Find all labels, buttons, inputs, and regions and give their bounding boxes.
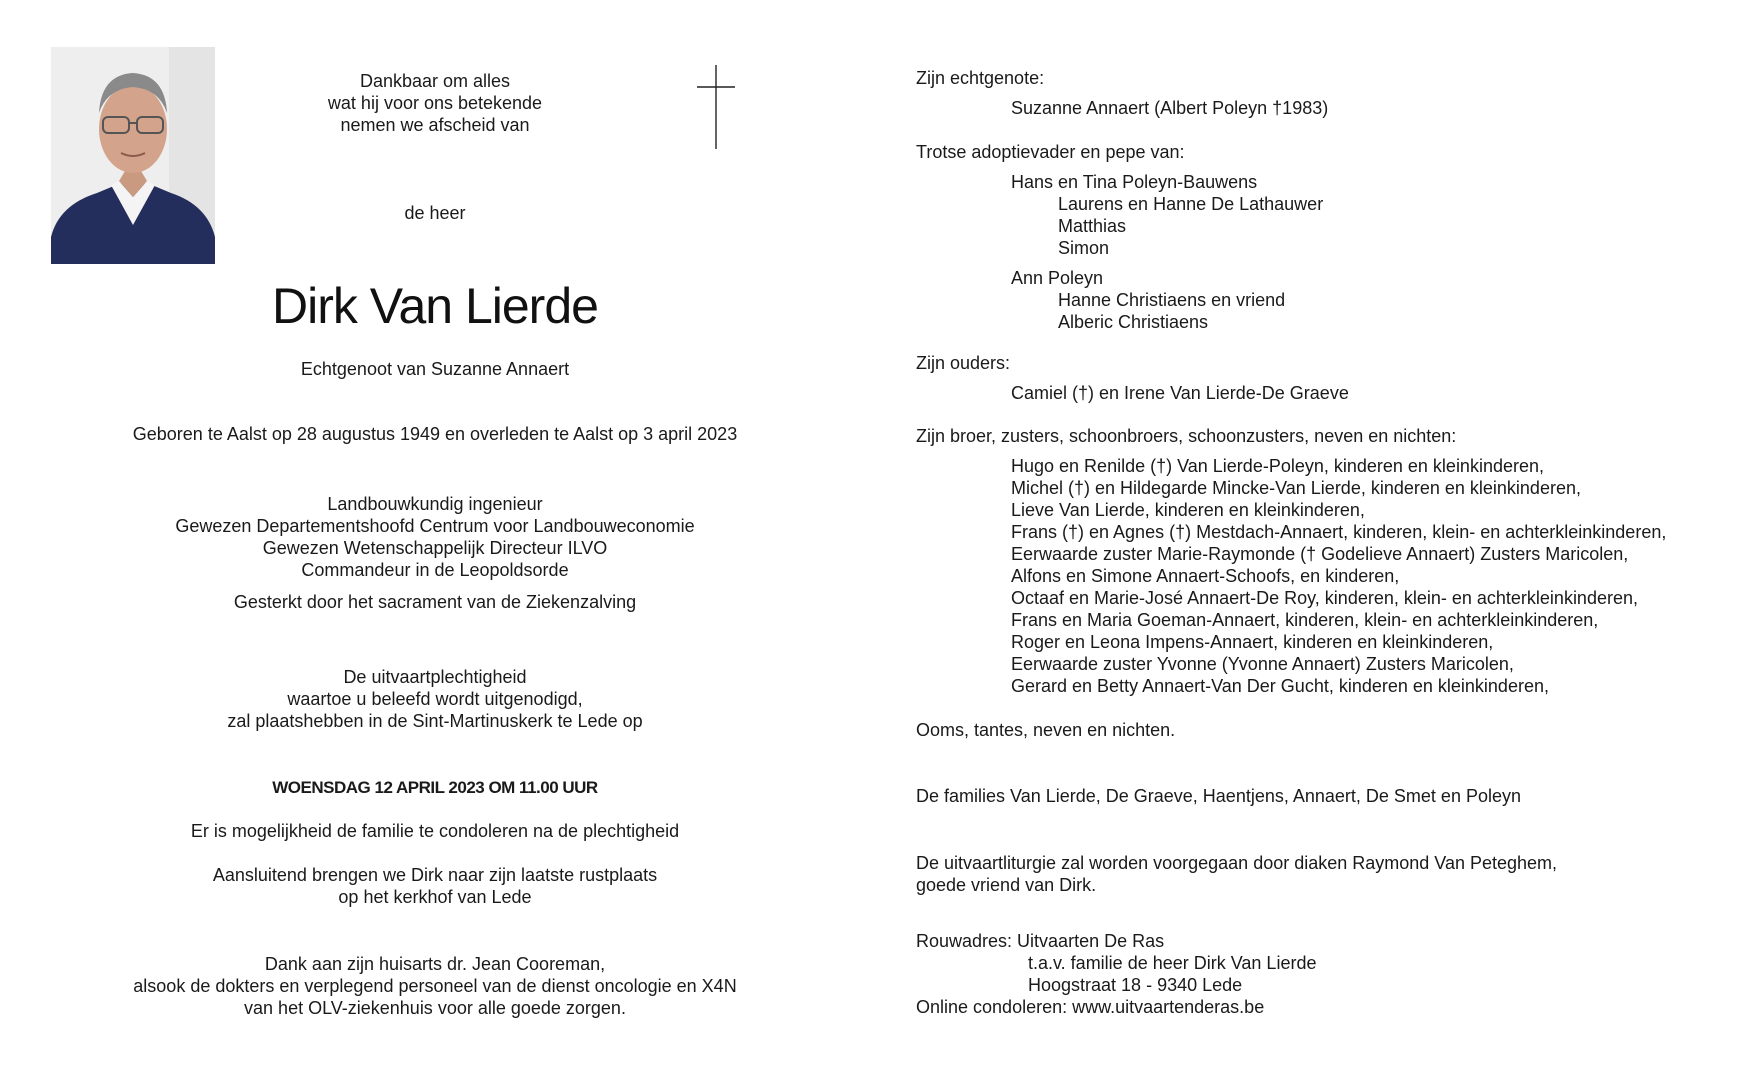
others-line: Ooms, tantes, neven en nichten.	[916, 720, 1176, 740]
sibling-line: Eerwaarde zuster Yvonne (Yvonne Annaert) Zusters Maricolen,	[1011, 654, 1514, 674]
address-heading: Rouwadres: Uitvaarten De Ras	[916, 931, 1165, 951]
intro-line: nemen we afscheid van	[340, 115, 530, 135]
adopt-heading: Trotse adoptievader en pepe van:	[916, 142, 1185, 162]
title-line: Gewezen Wetenschappelijk Directeur ILVO	[262, 538, 608, 558]
ceremony-line: zal plaatshebben in de Sint-Martinuskerk te Lede op	[227, 711, 643, 731]
adopt-family-1-children	[1058, 193, 1323, 259]
grandchild-line: Laurens en Hanne De Lathauwer	[1058, 194, 1324, 214]
sibling-line: Frans (†) en Agnes (†) Mestdach-Annaert, kinderen, klein- en achterkleinkinderen,	[1011, 522, 1667, 542]
adopt-family-1: Hans en Tina Poleyn-Bauwens	[1011, 172, 1258, 192]
spouse-line: Echtgenoot van Suzanne Annaert	[300, 359, 570, 379]
condolence-note: Er is mogelijkheid de familie te condoleren na de plechtigheid	[190, 821, 680, 841]
families-line: De families Van Lierde, De Graeve, Haentjens, Annaert, De Smet en Poleyn	[916, 786, 1521, 806]
wife-heading: Zijn echtgenote:	[916, 68, 1045, 88]
ceremony-block	[80, 666, 790, 732]
grandchild-line: Hanne Christiaens en vriend	[1058, 290, 1286, 310]
intro-line: wat hij voor ons betekende	[327, 93, 543, 113]
intro-text	[80, 70, 790, 136]
address-block	[1028, 952, 1316, 996]
sibling-line: Octaaf en Marie-José Annaert-De Roy, kinderen, klein- en achterkleinkinderen,	[1011, 588, 1638, 608]
thanks-line: van het OLV-ziekenhuis voor alle goede zorgen.	[244, 998, 626, 1018]
address-line: t.a.v. familie de heer Dirk Van Lierde	[1028, 953, 1317, 973]
salutation: de heer	[404, 203, 466, 223]
parents-names: Camiel (†) en Irene Van Lierde-De Graeve	[1011, 383, 1349, 403]
adopt-family-2: Ann Poleyn	[1011, 268, 1104, 288]
sibling-line: Lieve Van Lierde, kinderen en kleinkinderen,	[1011, 500, 1365, 520]
sibling-line: Alfons en Simone Annaert-Schoofs, en kinderen,	[1011, 566, 1400, 586]
siblings-heading: Zijn broer, zusters, schoonbroers, schoonzusters, neven en nichten:	[916, 426, 1457, 446]
grandchild-line: Matthias	[1058, 216, 1127, 236]
ceremony-line: waartoe u beleefd wordt uitgenodigd,	[287, 689, 583, 709]
ceremony-date: WOENSDAG 12 APRIL 2023 OM 11.00 UUR	[272, 778, 598, 797]
thanks-block	[80, 953, 790, 1019]
parents-heading: Zijn ouders:	[916, 353, 1011, 373]
grandchild-line: Alberic Christiaens	[1058, 312, 1209, 332]
burial-line: op het kerkhof van Lede	[338, 887, 532, 907]
title-line: Gewezen Departementshoofd Centrum voor Landbouweconomie	[175, 516, 695, 536]
intro-line: Dankbaar om alles	[359, 71, 511, 91]
liturgy-line: De uitvaartliturgie zal worden voorgegaan door diaken Raymond Van Peteghem,	[916, 853, 1558, 873]
sibling-line: Frans en Maria Goeman-Annaert, kinderen, klein- en achterkleinkinderen,	[1011, 610, 1599, 630]
sibling-line: Eerwaarde zuster Marie-Raymonde († Godelieve Annaert) Zusters Maricolen,	[1011, 544, 1629, 564]
address-line: Hoogstraat 18 - 9340 Lede	[1028, 975, 1243, 995]
deceased-name: Dirk Van Lierde	[272, 278, 598, 334]
sibling-line: Roger en Leona Impens-Annaert, kinderen en kleinkinderen,	[1011, 632, 1494, 652]
thanks-line: alsook de dokters en verplegend personeel van de dienst oncologie en X4N	[133, 976, 737, 996]
thanks-line: Dank aan zijn huisarts dr. Jean Cooreman,	[264, 954, 606, 974]
title-line: Landbouwkundig ingenieur	[327, 494, 543, 514]
wife-name: Suzanne Annaert (Albert Poleyn †1983)	[1011, 98, 1329, 118]
liturgy-line: goede vriend van Dirk.	[916, 875, 1097, 895]
birth-death-line: Geboren te Aalst op 28 augustus 1949 en overleden te Aalst op 3 april 2023	[132, 424, 738, 444]
titles-block	[80, 493, 790, 581]
ceremony-line: De uitvaartplechtigheid	[343, 667, 527, 687]
burial-block	[80, 864, 790, 908]
siblings-list	[1011, 455, 1666, 697]
grandchild-line: Simon	[1058, 238, 1110, 258]
sibling-line: Gerard en Betty Annaert-Van Der Gucht, kinderen en kleinkinderen,	[1011, 676, 1549, 696]
liturgy-block	[916, 852, 1557, 896]
sibling-line: Michel (†) en Hildegarde Mincke-Van Lierde, kinderen en kleinkinderen,	[1011, 478, 1581, 498]
sacrament-line: Gesterkt door het sacrament van de Ziekenzalving	[233, 592, 637, 612]
sibling-line: Hugo en Renilde (†) Van Lierde-Poleyn, kinderen en kleinkinderen,	[1011, 456, 1544, 476]
burial-line: Aansluitend brengen we Dirk naar zijn laatste rustplaats	[212, 865, 658, 885]
adopt-family-2-children	[1058, 289, 1285, 333]
online-condolence-link[interactable]: Online condoleren: www.uitvaartenderas.be	[916, 997, 1265, 1017]
title-line: Commandeur in de Leopoldsorde	[301, 560, 569, 580]
